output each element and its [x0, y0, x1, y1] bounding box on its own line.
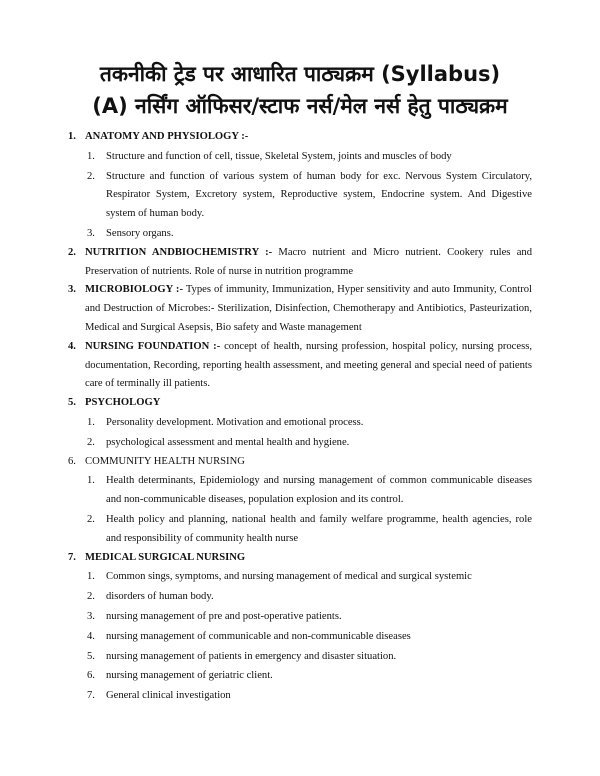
- section-psychology: [68, 394, 532, 452]
- section-nutrition-biochemistry: [68, 244, 532, 282]
- section-number: 4.: [68, 340, 76, 352]
- list-item: [85, 568, 532, 587]
- section-heading: MEDICAL SURGICAL NURSING: [85, 551, 246, 563]
- item-text: disorders of human body.: [106, 591, 214, 603]
- section-heading: PSYCHOLOGY: [85, 397, 161, 409]
- item-number: 1.: [87, 150, 95, 162]
- item-text: nursing management of pre and post-operative patients.: [106, 610, 342, 622]
- item-number: 2.: [87, 513, 95, 525]
- item-text: Structure and function of various system of human body for exc. Nervous System Circulatory, Respirator System, Excretory system, Reproductive system, Endocrine system. And Digestive system of human body.: [106, 170, 532, 220]
- item-number: 2.: [87, 170, 95, 182]
- item-number: 4.: [87, 630, 95, 642]
- section-body: [85, 281, 532, 337]
- list-item: [85, 148, 532, 167]
- item-text: General clinical investigation: [106, 690, 231, 702]
- item-number: 3.: [87, 227, 95, 239]
- item-number: 7.: [87, 690, 95, 702]
- list-item: [85, 588, 532, 607]
- section-heading: NUTRITION ANDBIOCHEMISTRY :-: [85, 246, 273, 258]
- list-item: [85, 472, 532, 510]
- section-number: 2.: [68, 246, 76, 258]
- list-item: [85, 608, 532, 627]
- section-nursing-foundation: [68, 338, 532, 394]
- item-number: 3.: [87, 610, 95, 622]
- section-heading: NURSING FOUNDATION :-: [85, 340, 221, 352]
- item-text: nursing management of geriatric client.: [106, 670, 273, 682]
- item-text: psychological assessment and mental health and hygiene.: [106, 436, 350, 448]
- item-text: nursing management of communicable and non-communicable diseases: [106, 630, 411, 642]
- item-text: Structure and function of cell, tissue, Skeletal System, joints and muscles of body: [106, 150, 452, 162]
- list-item: [85, 434, 532, 453]
- section-anatomy-physiology: [68, 128, 532, 244]
- list-item: [85, 414, 532, 433]
- section-heading: ANATOMY AND PHYSIOLOGY :-: [85, 131, 249, 142]
- list-item: [85, 168, 532, 224]
- section-body: [85, 244, 532, 282]
- item-number: 2.: [87, 591, 95, 603]
- section-heading: COMMUNITY HEALTH NURSING: [85, 455, 245, 467]
- section-items: [85, 568, 532, 706]
- section-description: concept of health, nursing profession, hospital policy, nursing process, documentation, Recording, reporting health assessment, and meeting general and special need of patients care of terminally ill patients.: [85, 340, 532, 390]
- section-items: [85, 472, 532, 548]
- list-item: [85, 511, 532, 549]
- section-description: Types of immunity, Immunization, Hyper sensitivity and auto Immunity, Control and Destruction of Microbes:- Sterilization, Disinfection, Chemotherapy and Antibiotics, Pasteurization, Medical and Surgical Asepsis, Bio safety and Waste management: [85, 284, 532, 333]
- section-community-health-nursing: [68, 453, 532, 549]
- section-body: [85, 338, 532, 394]
- section-heading: MICROBIOLOGY :-: [85, 284, 183, 296]
- section-description: Macro nutrient and Micro nutrient. Cookery rules and Preservation of nutrients. Role of nurse in nutrition programme: [85, 246, 532, 277]
- item-number: 2.: [87, 436, 95, 448]
- page-subtitle: (A) नर्सिंग ऑफिसर/स्टाफ नर्स/मेल नर्स हेतु पाठ्यक्रम: [92, 94, 508, 118]
- item-text: Sensory organs.: [106, 227, 174, 239]
- item-text: nursing management of patients in emergency and disaster situation.: [106, 650, 397, 662]
- item-number: 1.: [87, 475, 95, 487]
- list-item: [85, 628, 532, 647]
- list-item: [85, 648, 532, 667]
- syllabus-content: [68, 128, 532, 706]
- item-text: Common sings, symptoms, and nursing management of medical and surgical systemic: [106, 571, 472, 583]
- section-items: [85, 148, 532, 244]
- item-number: 6.: [87, 670, 95, 682]
- item-text: Health determinants, Epidemiology and nursing management of common communicable diseases and non-communicable diseases, population explosion and its control.: [106, 475, 532, 506]
- section-number: 5.: [68, 397, 76, 409]
- list-item: [85, 225, 532, 244]
- list-item: [85, 667, 532, 686]
- item-text: Health policy and planning, national health and family welfare programme, health agencies, role and responsibility of community health nurse: [106, 513, 532, 544]
- item-number: 1.: [87, 571, 95, 583]
- section-medical-surgical-nursing: [68, 549, 532, 706]
- item-number: 5.: [87, 650, 95, 662]
- section-number: 3.: [68, 284, 76, 296]
- section-number: 6.: [68, 455, 76, 467]
- section-number: 1.: [68, 131, 76, 142]
- page-title: तकनीकी ट्रेड पर आधारित पाठ्यक्रम (Syllabus): [99, 62, 501, 86]
- list-item: [85, 687, 532, 706]
- item-number: 1.: [87, 416, 95, 428]
- section-microbiology: [68, 281, 532, 337]
- section-number: 7.: [68, 551, 76, 563]
- section-items: [85, 414, 532, 453]
- item-text: Personality development. Motivation and emotional process.: [106, 416, 364, 428]
